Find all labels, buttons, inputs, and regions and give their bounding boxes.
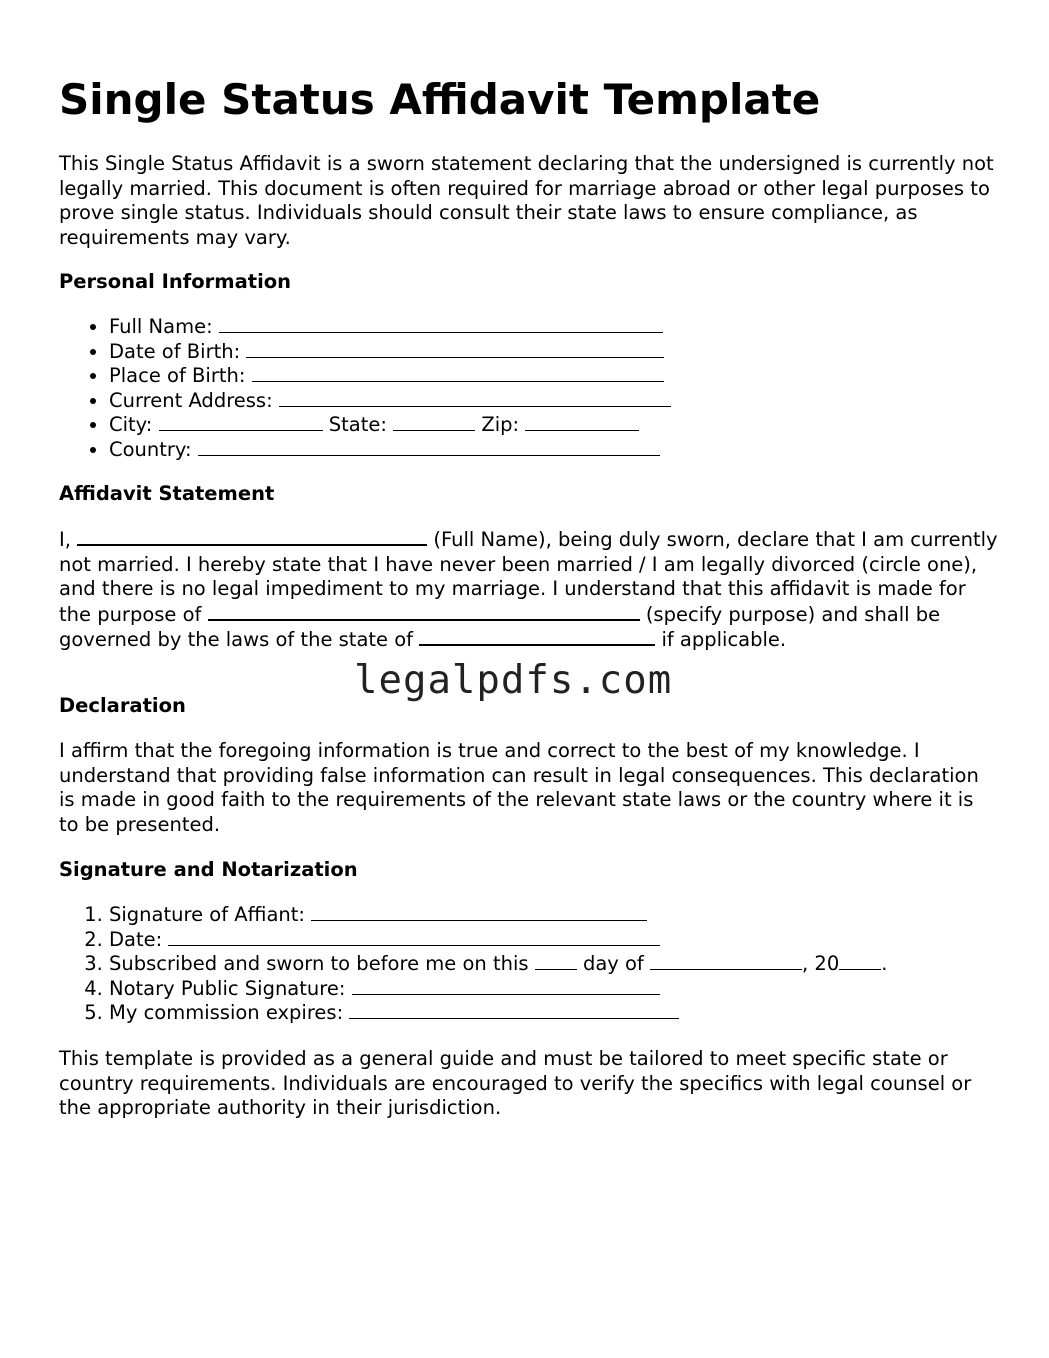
place-of-birth-field[interactable]: [252, 364, 664, 382]
sworn-text-a: Subscribed and sworn to before me on this: [109, 952, 529, 976]
declaration-paragraph: I affirm that the foregoing information is true and correct to the best of my knowledge. I understand that providing false information can result in legal consequences. This declaration is made in good faith to the requirements of the relevant state laws or the country where it is to be presented.: [59, 739, 979, 836]
purpose-field[interactable]: [208, 602, 640, 621]
signature-heading: Signature and Notarization: [59, 858, 358, 881]
full-name-label: Full Name:: [109, 315, 213, 338]
list-item: [109, 315, 999, 340]
state-label: State:: [328, 413, 387, 437]
sworn-year-field[interactable]: [839, 952, 881, 970]
declaration-heading: Declaration: [59, 694, 186, 717]
full-name-field[interactable]: [219, 315, 663, 333]
notary-signature-field[interactable]: [352, 977, 660, 995]
list-item: [109, 364, 999, 389]
list-item: [109, 389, 999, 414]
country-label: Country:: [109, 437, 192, 461]
document-title: Single Status Affidavit Template: [59, 75, 821, 124]
country-field[interactable]: [198, 438, 660, 456]
personal-information-heading: Personal Information: [59, 270, 292, 293]
affiant-signature-label: Signature of Affiant:: [109, 903, 305, 926]
declaration-section: [59, 694, 999, 837]
zip-label: Zip:: [481, 413, 520, 437]
zip-field[interactable]: [525, 413, 639, 431]
intro-section: [59, 152, 999, 250]
personal-information-section: [59, 270, 999, 463]
affiant-signature-field[interactable]: [311, 903, 647, 921]
sworn-text-d: .: [881, 952, 888, 976]
personal-information-list: [59, 315, 999, 463]
intro-paragraph: This Single Status Affidavit is a sworn statement declaring that the undersigned is currently not legally married. This document is often required for marriage abroad or other legal purposes to prove single status. Individuals should consult their state laws to ensure compliance, as requirements may vary.: [59, 152, 994, 249]
affidavit-statement-section: [59, 482, 999, 653]
list-item: [109, 340, 999, 365]
statement-text-purpose: (specify purpose) and shall be governed by the laws of the state of: [59, 602, 941, 652]
list-item: [109, 952, 999, 977]
footer-paragraph: This template is provided as a general guide and must be tailored to meet specific state or country requirements. Individuals are encouraged to verify the specifics with legal counsel or the appropriate authority in their jurisdiction.: [59, 1047, 972, 1120]
watermark: legalpdfs.com: [354, 658, 673, 703]
city-field[interactable]: [159, 413, 323, 431]
sworn-text-c: , 20: [802, 952, 840, 976]
statement-text-end: if applicable.: [661, 628, 787, 652]
affidavit-statement-heading: Affidavit Statement: [59, 482, 275, 505]
state-field[interactable]: [393, 413, 475, 431]
city-label: City:: [109, 413, 153, 437]
list-item: [109, 977, 999, 1002]
sworn-month-field[interactable]: [650, 952, 802, 970]
commission-expires-label: My commission expires:: [109, 1001, 344, 1025]
commission-expires-field[interactable]: [349, 1001, 679, 1019]
statement-full-name-field[interactable]: [77, 527, 427, 546]
sworn-text-b: day of: [582, 952, 644, 976]
affidavit-statement-paragraph: [59, 527, 999, 653]
current-address-label: Current Address:: [109, 388, 273, 412]
state-of-law-field[interactable]: [419, 627, 655, 646]
date-of-birth-field[interactable]: [246, 340, 664, 358]
place-of-birth-label: Place of Birth:: [109, 364, 246, 388]
list-item: [109, 1001, 999, 1026]
statement-text-start: I,: [59, 528, 71, 551]
date-field[interactable]: [168, 928, 660, 946]
list-item: [109, 903, 999, 928]
date-of-birth-label: Date of Birth:: [109, 339, 241, 363]
statement-text-body: (Full Name), being duly sworn, declare that I am currently not married. I hereby state that I have never been married / I am legally divorced (circle one), and there is no legal impediment to my marriage. I understand that this affidavit is made for the purpose of: [59, 528, 998, 626]
notary-signature-label: Notary Public Signature:: [109, 976, 346, 1000]
sworn-day-field[interactable]: [535, 952, 577, 970]
current-address-field[interactable]: [279, 389, 671, 407]
list-item: [109, 928, 999, 953]
list-item: [109, 413, 999, 438]
footer-section: [59, 1047, 999, 1121]
date-label: Date:: [109, 927, 163, 951]
signature-list: [59, 903, 999, 1026]
list-item: [109, 438, 999, 463]
signature-section: [59, 858, 999, 1026]
